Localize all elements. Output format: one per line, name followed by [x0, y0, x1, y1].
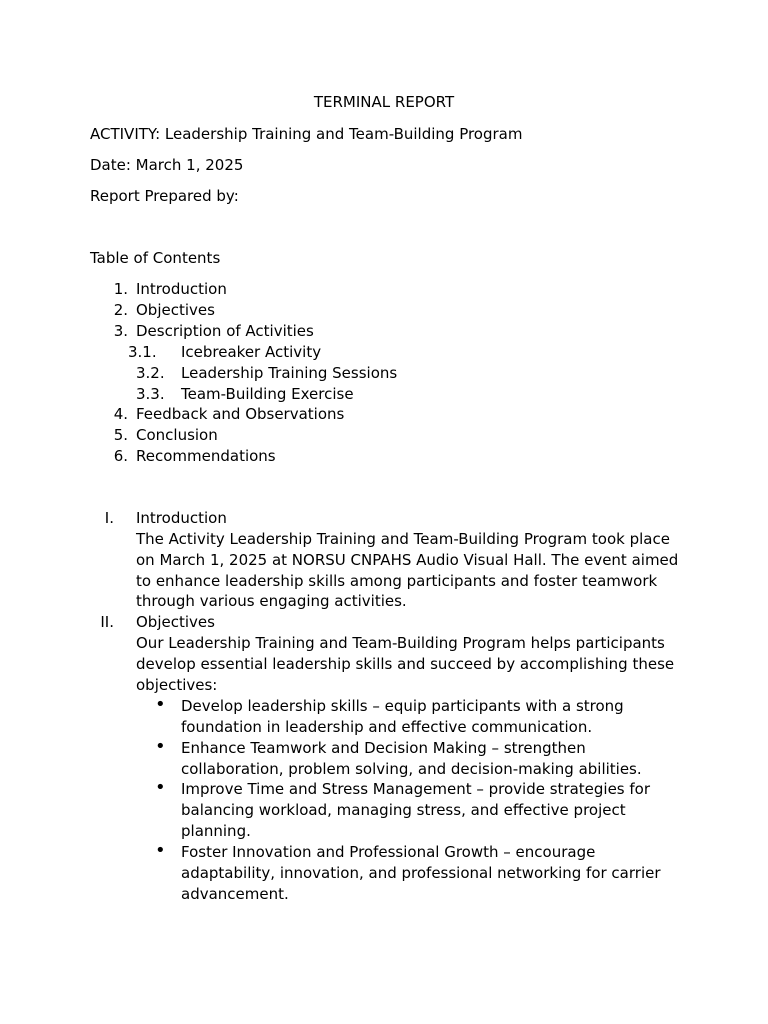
list-item-text: Enhance Teamwork and Decision Making – strengthen collaboration, problem solving, and decision-making abilities.: [181, 739, 642, 778]
toc-subitem-number: 3.3.: [136, 385, 165, 403]
prepared-by-line: Report Prepared by:: [90, 187, 239, 205]
toc-item-number: 5.: [113, 426, 128, 444]
date-line: Date: March 1, 2025: [90, 156, 244, 174]
document-title: TERMINAL REPORT: [313, 93, 455, 111]
activity-line: ACTIVITY: Leadership Training and Team-Building Program: [90, 125, 523, 143]
toc-subitem-label: Leadership Training Sessions: [181, 364, 398, 382]
toc-item-number: 3.: [113, 322, 128, 340]
toc-item-label: Introduction: [136, 280, 227, 298]
section-body: Our Leadership Training and Team-Building Program helps participants develop essential leadership skills and succeed by accomplishing these objectives:: [136, 634, 675, 694]
toc-item-number: 1.: [113, 280, 128, 298]
bullet-icon: •: [155, 777, 166, 798]
toc-subitem-number: 3.2.: [136, 364, 165, 382]
toc-item-label: Description of Activities: [136, 322, 314, 340]
section-number: II.: [100, 613, 114, 631]
toc-subitem-number: 3.1.: [128, 343, 157, 361]
bullet-icon: •: [155, 694, 166, 715]
list-item-text: Improve Time and Stress Management – provide strategies for balancing workload, managing stress, and effective project planning.: [181, 780, 651, 840]
toc-item-number: 2.: [113, 301, 128, 319]
section-heading: Introduction: [136, 509, 227, 527]
section-heading: Objectives: [136, 613, 215, 631]
toc-item-label: Feedback and Observations: [136, 405, 345, 423]
section-number: I.: [104, 509, 114, 527]
toc-item-number: 4.: [113, 405, 128, 423]
bullet-icon: •: [155, 736, 166, 757]
section-body: The Activity Leadership Training and Team-Building Program took place on March 1, 2025 at NORSU CNPAHS Audio Visual Hall. The event aimed to enhance leadership skills among participants and foster teamwork through various engaging activities.: [136, 530, 679, 611]
list-item-text: Foster Innovation and Professional Growth – encourage adaptability, innovation, and professional networking for carrier advancement.: [181, 843, 661, 903]
toc-item-number: 6.: [113, 447, 128, 465]
toc-heading: Table of Contents: [90, 249, 221, 267]
toc-subitem-label: Team-Building Exercise: [181, 385, 354, 403]
toc-item-label: Objectives: [136, 301, 215, 319]
toc-item-label: Conclusion: [136, 426, 218, 444]
toc-item-label: Recommendations: [136, 447, 276, 465]
bullet-icon: •: [155, 840, 166, 861]
list-item-text: Develop leadership skills – equip participants with a strong foundation in leadership and effective communication.: [181, 697, 624, 736]
toc-subitem-label: Icebreaker Activity: [181, 343, 322, 361]
